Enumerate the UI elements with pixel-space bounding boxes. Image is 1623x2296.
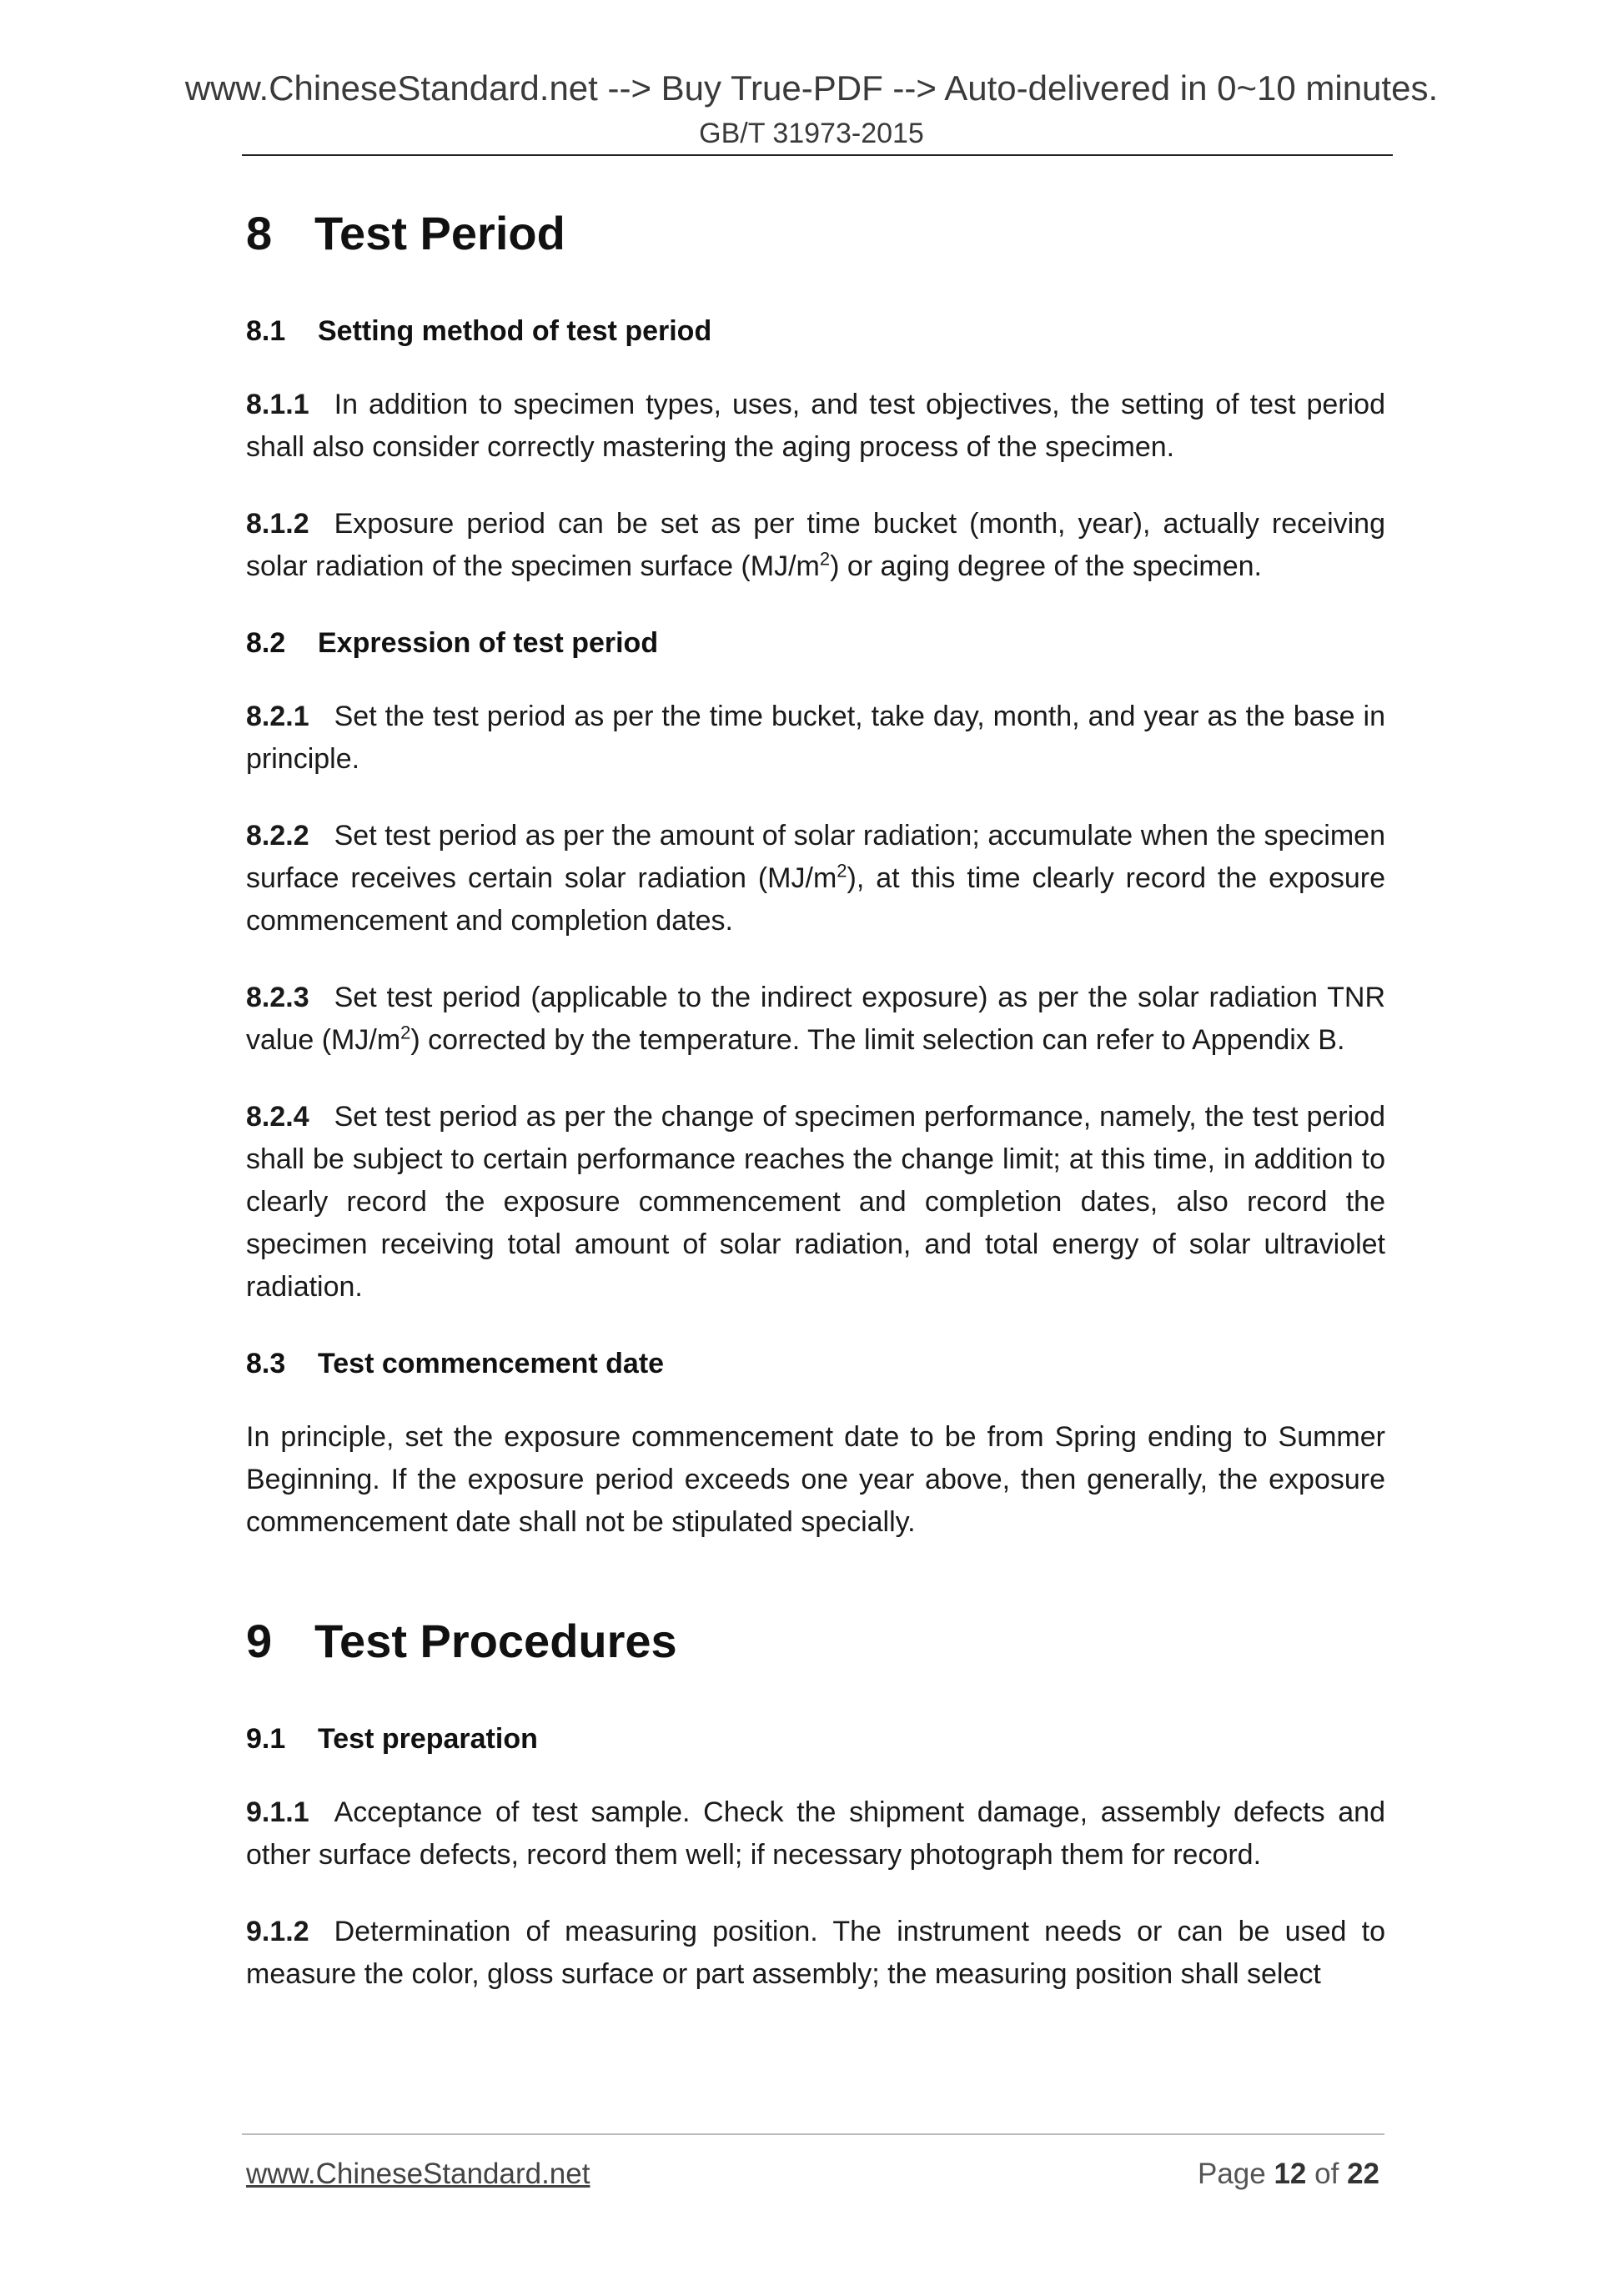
- section-number: 8: [246, 207, 273, 259]
- section-title: Test Procedures: [314, 1615, 677, 1667]
- clause-number: 8.2.4: [246, 1101, 309, 1133]
- page-current: 12: [1274, 2158, 1307, 2190]
- superscript: 2: [837, 860, 847, 882]
- footer-site-link[interactable]: www.ChineseStandard.net: [246, 2158, 590, 2190]
- clause-number: 8.2.2: [246, 820, 309, 852]
- subsection-number: 9.1: [246, 1723, 286, 1755]
- superscript: 2: [400, 1022, 411, 1043]
- clause-number: 9.1.2: [246, 1916, 309, 1947]
- subsection-9-1-heading: [246, 1718, 1385, 1760]
- clause-8-1-2: [246, 503, 1385, 588]
- subsection-number: 8.2: [246, 627, 286, 659]
- clause-text: Set test period (applicable to the indirect exposure) as per the solar radiation TNR value (MJ/m: [246, 982, 1385, 1056]
- subsection-title: Expression of test period: [318, 627, 659, 659]
- section-number: 9: [246, 1615, 273, 1667]
- page-content: [246, 200, 1385, 1996]
- page-indicator: [1198, 2155, 1379, 2193]
- clause-text: Set test period as per the change of specimen performance, namely, the test period shall be subject to certain performance reaches the change limit; at this time, in addition to clearly record the exposure commencement and completion dates, also record the specimen receiving total amount of solar radiation, and total energy of solar ultraviolet radiation.: [246, 1101, 1385, 1303]
- clause-8-2-2: [246, 815, 1385, 942]
- subsection-title: Test preparation: [318, 1723, 538, 1755]
- header-rule: [242, 154, 1393, 156]
- subsection-8-1-heading: [246, 310, 1385, 352]
- clause-8-2-3: [246, 977, 1385, 1062]
- page-total: 22: [1347, 2158, 1379, 2190]
- clause-number: 8.2.3: [246, 982, 309, 1013]
- clause-text: In addition to specimen types, uses, and test objectives, the setting of test period shall also consider correctly mastering the aging process of the specimen.: [246, 389, 1385, 463]
- clause-text: Determination of measuring position. The instrument needs or can be used to measure the color, gloss surface or part assembly; the measuring position shall select: [246, 1916, 1385, 1990]
- footer-rule: [242, 2133, 1384, 2135]
- clause-9-1-2: [246, 1911, 1385, 1996]
- section-title: Test Period: [314, 207, 565, 259]
- subsection-8-3-heading: [246, 1343, 1385, 1384]
- page-of: of: [1314, 2158, 1339, 2190]
- section-8-heading: [246, 200, 1385, 267]
- page-prefix: Page: [1197, 2158, 1266, 2190]
- subsection-number: 8.1: [246, 315, 286, 347]
- header-banner: www.ChineseStandard.net --> Buy True-PDF --> Auto-delivered in 0~10 minutes.: [184, 68, 1439, 108]
- section-9-heading: [246, 1608, 1385, 1675]
- clause-number: 8.1.2: [246, 508, 309, 540]
- clause-8-2-1: [246, 696, 1385, 781]
- clause-text-cont: ), at this time clearly record the exposure commencement and completion dates.: [246, 862, 1385, 937]
- clause-number: 8.1.1: [246, 389, 309, 420]
- clause-text: Acceptance of test sample. Check the shipment damage, assembly defects and other surface defects, record them well; if necessary photograph them for record.: [246, 1796, 1385, 1871]
- clause-text-cont: ) or aging degree of the specimen.: [830, 550, 1262, 582]
- document-id: GB/T 31973-2015: [699, 118, 924, 149]
- clause-text: Exposure period can be set as per time bucket (month, year), actually receiving solar radiation of the specimen surface (MJ/m: [246, 508, 1385, 582]
- clause-text: Set the test period as per the time bucket, take day, month, and year as the base in principle.: [246, 701, 1385, 775]
- subsection-title: Setting method of test period: [318, 315, 712, 347]
- clause-text-cont: ) corrected by the temperature. The limit selection can refer to Appendix B.: [410, 1024, 1345, 1056]
- clause-number: 9.1.1: [246, 1796, 309, 1828]
- subsection-title: Test commencement date: [318, 1348, 665, 1379]
- clause-8-2-4: [246, 1096, 1385, 1309]
- subsection-number: 8.3: [246, 1348, 286, 1379]
- subsection-8-2-heading: [246, 622, 1385, 664]
- paragraph-8-3: In principle, set the exposure commencement date to be from Spring ending to Summer Beginning. If the exposure period exceeds one year above, then generally, the exposure commencement date shall not be stipulated specially.: [246, 1421, 1385, 1538]
- clause-text: Set test period as per the amount of solar radiation; accumulate when the specimen surface receives certain solar radiation (MJ/m: [246, 820, 1385, 894]
- clause-number: 8.2.1: [246, 701, 309, 732]
- clause-9-1-1: [246, 1791, 1385, 1876]
- superscript: 2: [819, 548, 831, 570]
- clause-8-1-1: [246, 384, 1385, 469]
